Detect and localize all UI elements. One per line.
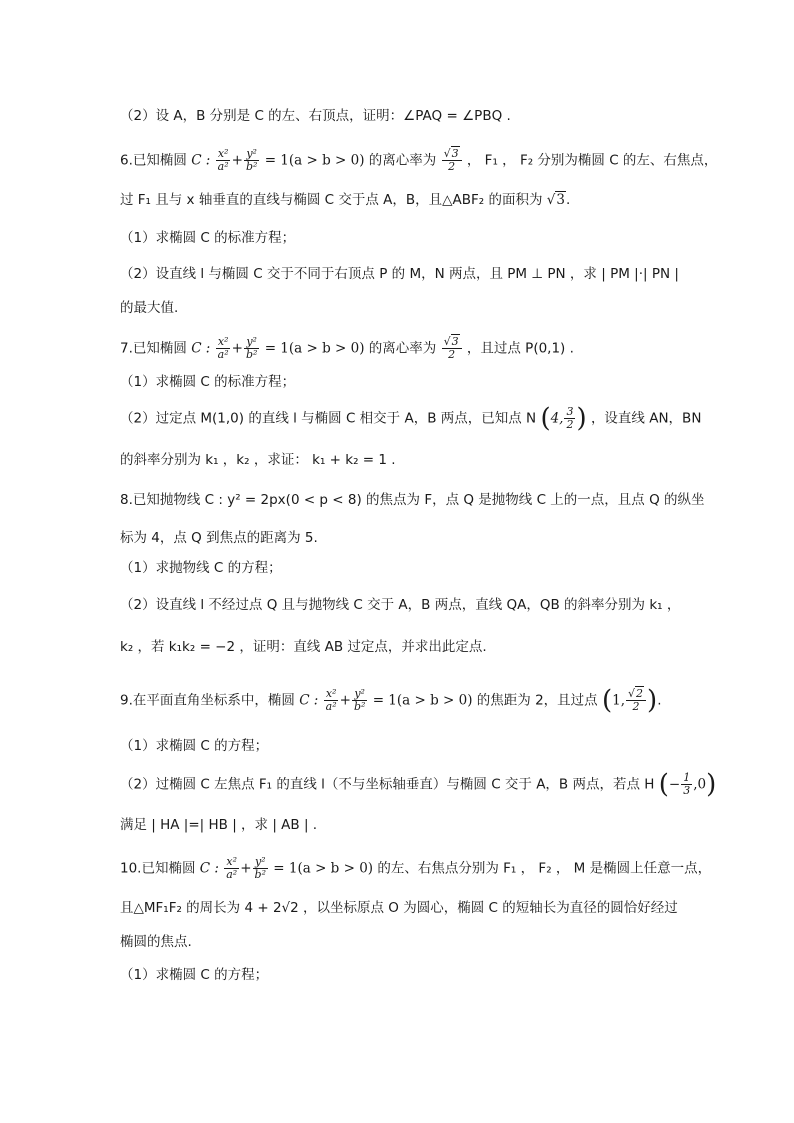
- problem-6-line-2: 过 F₁ 且与 x 轴垂直的直线与椭圆 C 交于点 A，B，且△ABF₂ 的面积为 √3.: [120, 192, 571, 208]
- problem-8-line-2: 标为 4，点 Q 到焦点的距离为 5.: [120, 530, 318, 546]
- problem-9-q2: （2）过椭圆 C 左焦点 F₁ 的直线 l（不与坐标轴垂直）与椭圆 C 交于 A，B 两点，若点 H (− $\frac{1}{3}$ ,0): [120, 769, 717, 800]
- problem-9-line-1: 9.在平面直角坐标系中，椭圆 C : $\frac{\text{x²}}{\text{a²}}$ + $\frac{\text{y²}}{\text{b²}}$ = 1(a > b > 0) 的焦距为 2，且过点 (1, $\frac{√2}{2}$ ).: [120, 685, 662, 716]
- problem-9-q1: （1）求椭圆 C 的方程；: [120, 738, 269, 754]
- problem-10-q1: （1）求椭圆 C 的方程；: [120, 967, 269, 983]
- problem-8-q1: （1）求抛物线 C 的方程；: [120, 560, 282, 576]
- problem-6-q1: （1）求椭圆 C 的标准方程；: [120, 230, 296, 246]
- problem-8-q2-cont: k₂ ，若 k₁k₂ = −2 ，证明：直线 AB 过定点，并求出此定点.: [120, 639, 487, 655]
- problem-6-q2: （2）设直线 l 与椭圆 C 交于不同于右顶点 P 的 M，N 两点，且 PM ⊥ PN ，求 | PM |·| PN |: [120, 266, 679, 282]
- problem-8-line-1: 8.已知抛物线 C : y² = 2px(0 < p < 8) 的焦点为 F，点 Q 是抛物线 C 上的一点，且点 Q 的纵坐: [120, 492, 705, 508]
- problem-7-q2: （2）过定点 M(1,0) 的直线 l 与椭圆 C 相交于 A，B 两点，已知点 N (4, $\frac{3}{2}$ ) ，设直线 AN，BN: [120, 403, 702, 434]
- fraction: $\frac{√3}{2}$: [442, 148, 462, 173]
- fraction: $\frac{\text{x²}}{\text{a²}}$: [217, 147, 229, 173]
- problem-7-line-1: 7.已知椭圆 C : $\frac{\text{x²}}{\text{a²}}$ + $\frac{\text{y²}}{\text{b²}}$ = 1(a > b > 0) 的离心率为 $\frac{√3}{2}$ ，且过点 P(0,1) .: [120, 335, 574, 361]
- problem-10-line-3: 椭圆的焦点.: [120, 934, 192, 950]
- problem-7-q1: （1）求椭圆 C 的标准方程；: [120, 374, 296, 390]
- problem-9-q2-cont: 满足 | HA |=| HB | ，求 | AB | .: [120, 817, 318, 833]
- question-2-text: （2）设 A，B 分别是 C 的左、右顶点，证明：∠PAQ = ∠PBQ .: [120, 108, 511, 124]
- problem-10-line-2: 且△MF₁F₂ 的周长为 4 + 2√2 ，以坐标原点 O 为圆心，椭圆 C 的短轴长为直径的圆恰好经过: [120, 900, 678, 916]
- problem-8-q2: （2）设直线 l 不经过点 Q 且与抛物线 C 交于 A，B 两点，直线 QA，QB 的斜率分别为 k₁ ，: [120, 597, 681, 613]
- problem-7-q2-cont: 的斜率分别为 k₁ ，k₂ ，求证： k₁ + k₂ = 1 .: [120, 452, 396, 468]
- problem-10-line-1: 10.已知椭圆 C : $\frac{\text{x²}}{\text{a²}}$ + $\frac{\text{y²}}{\text{b²}}$ = 1(a > b > 0) 的左、右焦点分别为 F₁ ， F₂ ， M 是椭圆上任意一点，: [120, 855, 712, 881]
- problem-6-line-1: 6.已知椭圆 C : $\frac{\text{x²}}{\text{a²}}$ + $\frac{\text{y²}}{\text{b²}}$ = 1(a > b > 0) 的离心率为 $\frac{√3}{2}$ ， F₁ ， F₂ 分别为椭圆 C 的左、右焦点，: [120, 147, 718, 173]
- problem-6-q2-cont: 的最大值.: [120, 300, 179, 316]
